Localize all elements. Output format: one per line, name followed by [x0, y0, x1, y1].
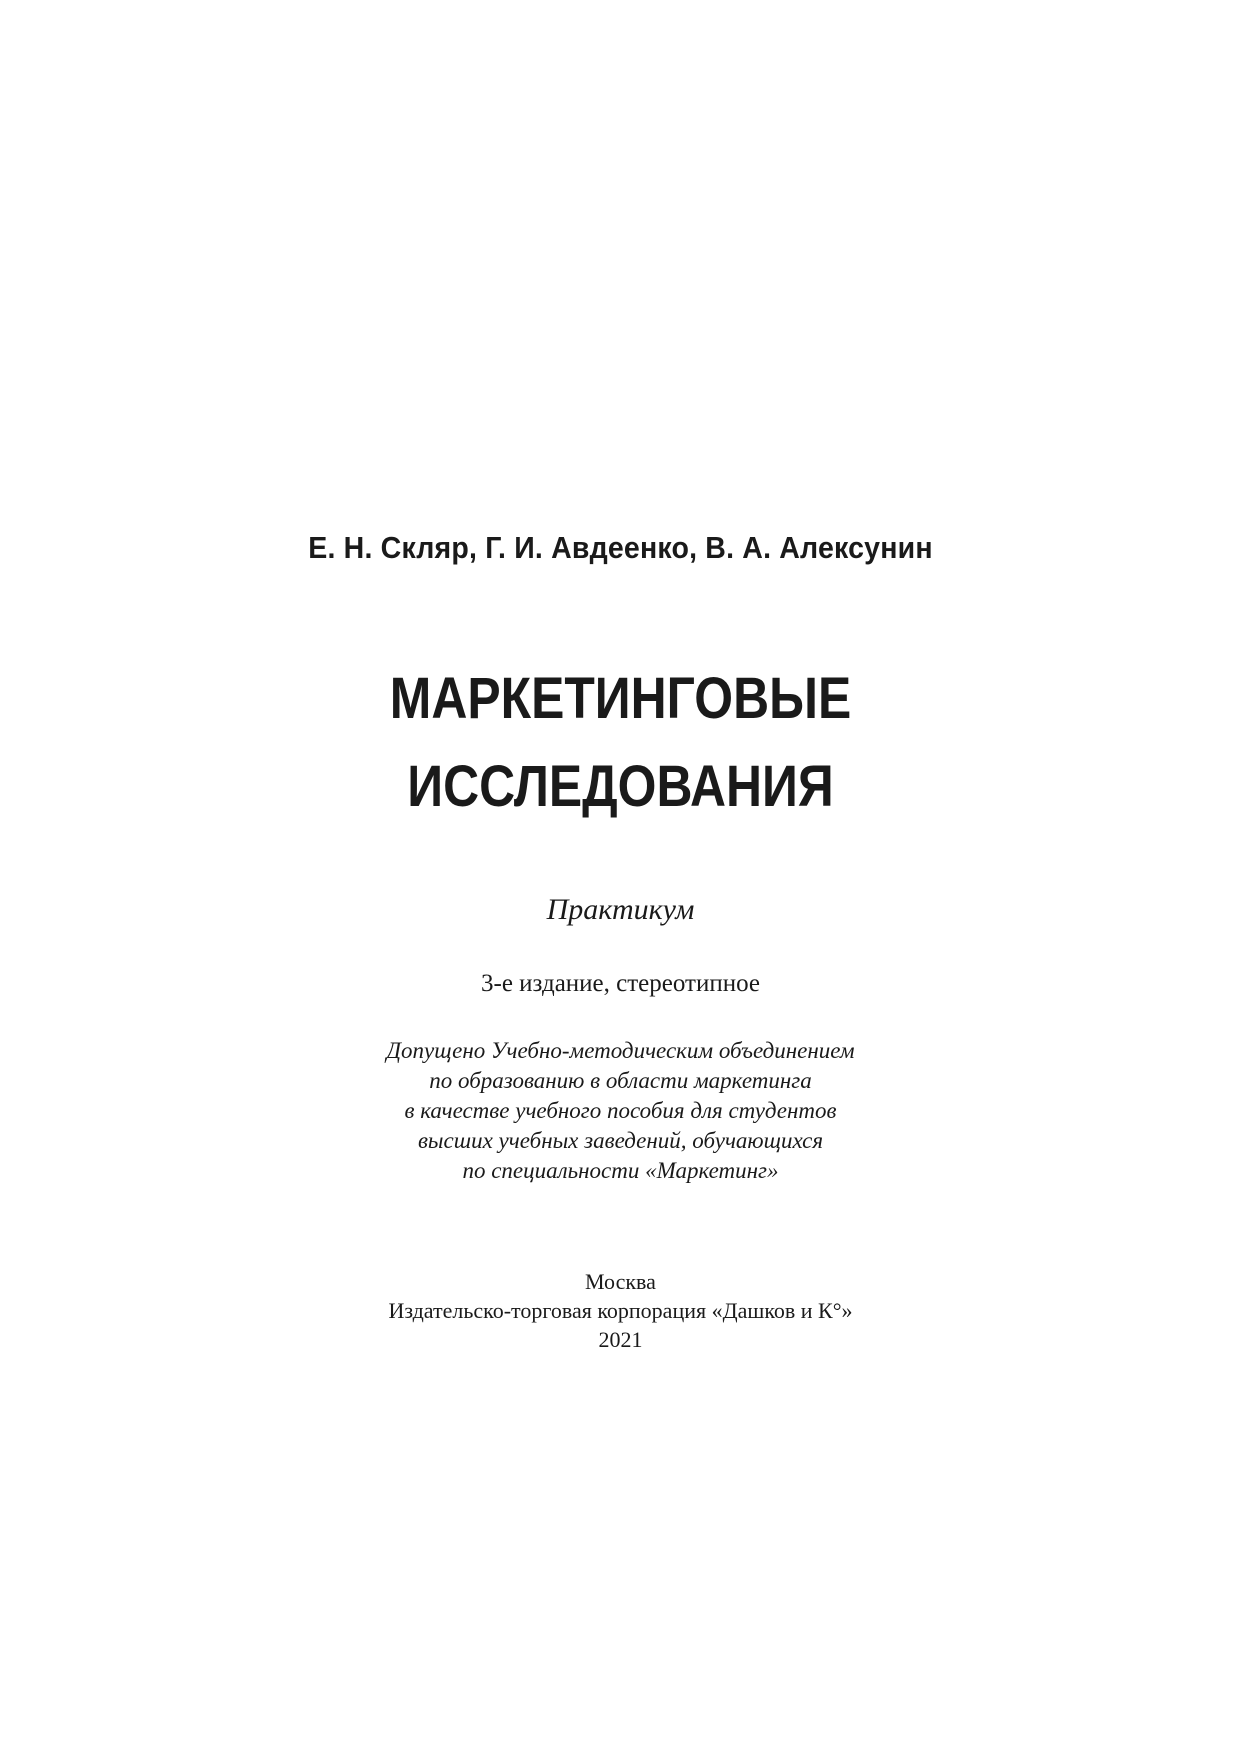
imprint-publisher: Издательско-торговая корпорация «Дашков и К°» [388, 1298, 853, 1323]
publisher-imprint [0, 1267, 1241, 1354]
book-subtitle: Практикум [546, 893, 695, 926]
approval-statement [0, 1036, 1241, 1186]
approval-line: высших учебных заведений, обучающихся [417, 1128, 824, 1153]
imprint-year: 2021 [598, 1327, 643, 1352]
book-title-line-1: МАРКЕТИНГОВЫЕ [389, 666, 852, 731]
approval-line: Допущено Учебно-методическим объединением [386, 1038, 855, 1063]
approval-line: в качестве учебного пособия для студентов [404, 1098, 837, 1123]
approval-line: по образованию в области маркетинга [429, 1068, 812, 1093]
authors: Е. Н. Скляр, Г. И. Авдеенко, В. А. Алексунин [308, 530, 933, 565]
book-title [87, 655, 1154, 831]
book-title-line-2: ИССЛЕДОВАНИЯ [407, 754, 834, 819]
edition-note: 3-е издание, стереотипное [481, 970, 760, 997]
imprint-city: Москва [585, 1269, 656, 1294]
approval-line: по специальности «Маркетинг» [462, 1158, 779, 1183]
